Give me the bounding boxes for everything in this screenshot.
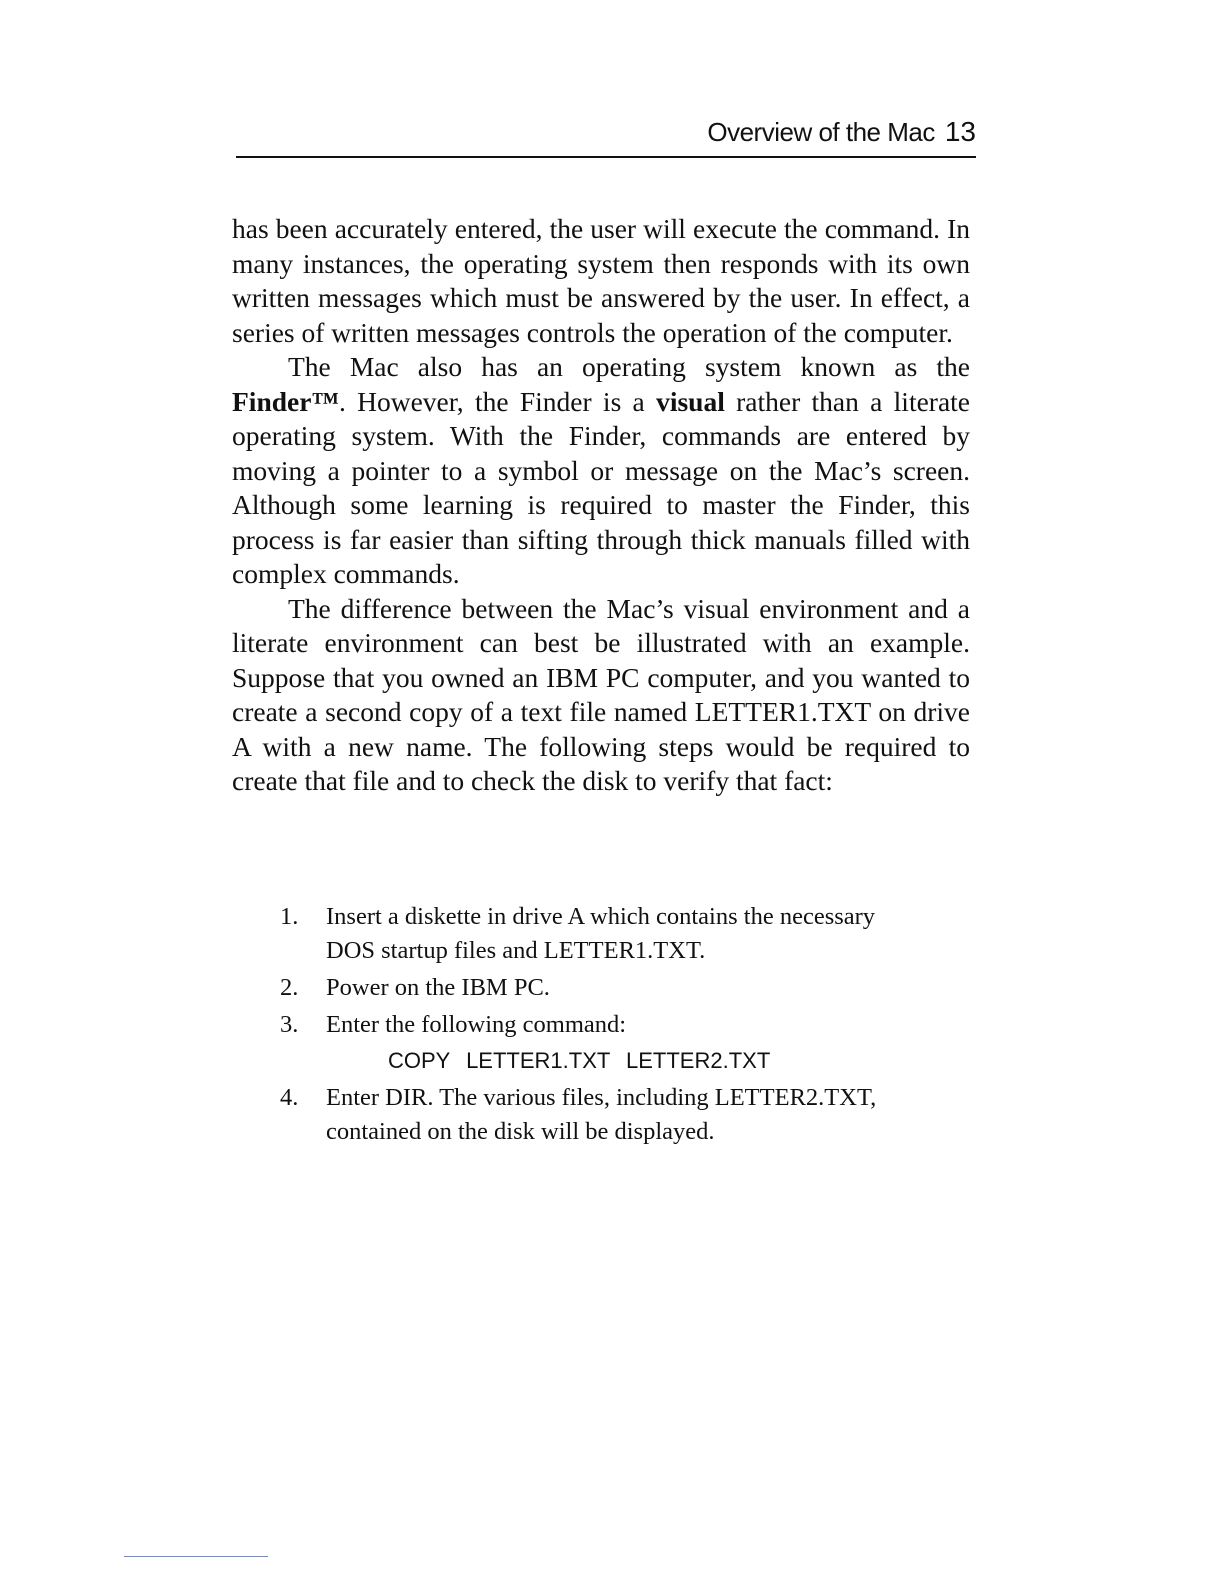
- step-text: Power on the IBM PC.: [326, 974, 550, 1001]
- chapter-title: Overview of the Mac: [707, 117, 935, 147]
- visual-term: visual: [656, 385, 725, 417]
- step-item: [280, 1081, 880, 1149]
- paragraph-1-text: has been accurately entered, the user will execute the command. In many instances, the operating system then responds with its own written messages which must be answered by the user. In effect, a series of written messages controls the operation of the computer.: [232, 213, 970, 348]
- step-number: 2.: [280, 974, 299, 1001]
- footer-rule: [124, 1556, 268, 1557]
- running-header: [236, 112, 976, 158]
- step-number: 1.: [280, 903, 299, 930]
- step-item: [280, 1008, 880, 1078]
- paragraph-2-text-b: . However, the Finder is a: [338, 385, 657, 417]
- step-number: 3.: [280, 1011, 299, 1038]
- step-number: 4.: [280, 1084, 299, 1111]
- body-text: [232, 212, 970, 799]
- paragraph-3: [232, 592, 970, 799]
- finder-term: Finder™: [232, 385, 339, 417]
- paragraph-1: [232, 212, 970, 350]
- page-number: 13: [944, 116, 976, 147]
- paragraph-2: [232, 350, 970, 592]
- paragraph-2-text-c: rather than a literate operating system. With the Finder, commands are entered by moving a pointer to a symbol or message on the Mac’s screen. Although some learning is required to master the Finder, this process is far easier than sifting through thick manuals filled with complex commands.: [232, 385, 970, 589]
- step-text: Enter the following command:: [326, 1011, 627, 1038]
- step-text: Enter DIR. The various files, including LETTER2.TXT, contained on the disk will be displayed.: [326, 1084, 877, 1145]
- step-item: [280, 900, 880, 968]
- steps-list: [280, 900, 880, 1152]
- dos-command: COPY LETTER1.TXT LETTER2.TXT: [388, 1048, 771, 1073]
- step-text: Insert a diskette in drive A which contains the necessary DOS startup files and LETTER1.TXT.: [326, 903, 876, 964]
- step-item: [280, 971, 880, 1005]
- paragraph-3-text: The difference between the Mac’s visual environment and a literate environment can best be illustrated with an example. Suppose that you owned an IBM PC computer, and you wanted to create a second copy of a text file named LETTER1.TXT on drive A with a new name. The following steps would be required to create that file and to check the disk to verify that fact:: [232, 592, 970, 796]
- paragraph-2-text-a: The Mac also has an operating system known as the: [288, 351, 970, 382]
